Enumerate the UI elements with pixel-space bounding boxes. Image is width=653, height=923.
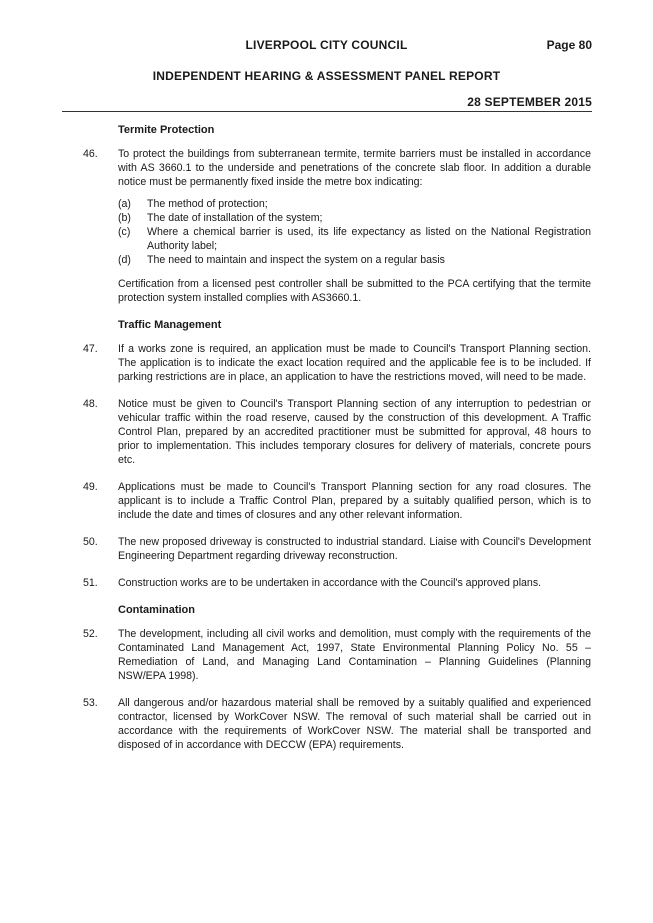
clause-number: 53. [83, 697, 98, 709]
clause-number: 50. [83, 536, 98, 548]
clause-number: 47. [83, 343, 98, 355]
list-item [118, 197, 591, 211]
clause-text: Notice must be given to Council's Transport Planning section of any interruption to pedestrian or vehicular traffic within the road reserve, caused by the construction of this development. A Traffic Control Plan, prepared by an accredited practitioner must be submitted for approval, 48 hours to prior to implementation. This includes temporary closures for delivery of materials, concrete pours etc. [118, 398, 591, 466]
clause-text: To protect the buildings from subterranean termite, termite barriers must be installed in accordance with AS 3660.1 to the underside and penetrations of the concrete slab floor. In addition a durable notice must be permanently fixed inside the metre box indicating: [118, 148, 591, 188]
header-divider [62, 111, 592, 112]
section-heading-termite: Termite Protection [118, 124, 215, 136]
clause-46 [83, 147, 591, 305]
list-item-text: The method of protection; [147, 198, 268, 210]
clause-text: The new proposed driveway is constructed to industrial standard. Liaise with Council's Development Engineering Department regarding driveway reconstruction. [118, 536, 591, 562]
clause-53 [83, 696, 591, 752]
clause-number: 49. [83, 481, 98, 493]
report-date: 28 SEPTEMBER 2015 [467, 95, 592, 109]
clause-47 [83, 342, 591, 384]
clause-50 [83, 535, 591, 563]
clause-number: 51. [83, 577, 98, 589]
list-item [118, 225, 591, 253]
list-item-text: Where a chemical barrier is used, its life expectancy as listed on the National Registration Authority label; [147, 226, 591, 252]
clause-text: Construction works are to be undertaken in accordance with the Council's approved plans. [118, 577, 542, 589]
clause-52 [83, 627, 591, 683]
clause-number: 52. [83, 628, 98, 640]
report-body [83, 123, 591, 765]
list-item [118, 211, 591, 225]
clause-text: Applications must be made to Council's Transport Planning section for any road closures. The applicant is to include a Traffic Control Plan, prepared by a suitably qualified person, which is to include the date and times of closures and any other relevant information. [118, 481, 591, 521]
council-name: LIVERPOOL CITY COUNCIL [245, 38, 408, 52]
clause-text: All dangerous and/or hazardous material shall be removed by a suitably qualified and experienced contractor, licensed by WorkCover NSW. The removal of such material shall be carried out in accordance with the requirements of WorkCover NSW. The material shall be transported and disposed of in accordance with DECCW (EPA) requirements. [118, 697, 591, 751]
list-item-text: The date of installation of the system; [147, 212, 323, 224]
clause-sub-list [118, 197, 591, 267]
list-item-letter: (c) [118, 226, 131, 238]
clause-number: 46. [83, 148, 98, 160]
clause-48 [83, 397, 591, 467]
list-item-letter: (d) [118, 254, 131, 266]
report-title: INDEPENDENT HEARING & ASSESSMENT PANEL REPORT [152, 69, 501, 83]
section-heading-traffic: Traffic Management [118, 319, 222, 331]
clause-certification-text: Certification from a licensed pest controller shall be submitted to the PCA certifying that the termite protection system installed complies with AS3660.1. [118, 278, 591, 304]
list-item-letter: (a) [118, 198, 131, 210]
clause-51 [83, 576, 591, 590]
section-heading-contamination: Contamination [118, 604, 195, 616]
page-number: Page 80 [546, 38, 592, 52]
clause-text: The development, including all civil works and demolition, must comply with the requirements of the Contaminated Land Management Act, 1997, State Environmental Planning Policy No. 55 – Remediation of Land, and Managing Land Contamination – Planning Guidelines (Planning NSW/EPA 1998). [118, 628, 591, 682]
list-item-letter: (b) [118, 212, 131, 224]
clause-text: If a works zone is required, an application must be made to Council's Transport Planning section. The application is to indicate the exact location required and the applicable fee is to be included. If parking restrictions are in place, an application to have the restrictions moved, will need to be made. [118, 343, 591, 383]
clause-49 [83, 480, 591, 522]
clause-number: 48. [83, 398, 98, 410]
list-item-text: The need to maintain and inspect the system on a regular basis [147, 254, 445, 266]
list-item [118, 253, 591, 267]
